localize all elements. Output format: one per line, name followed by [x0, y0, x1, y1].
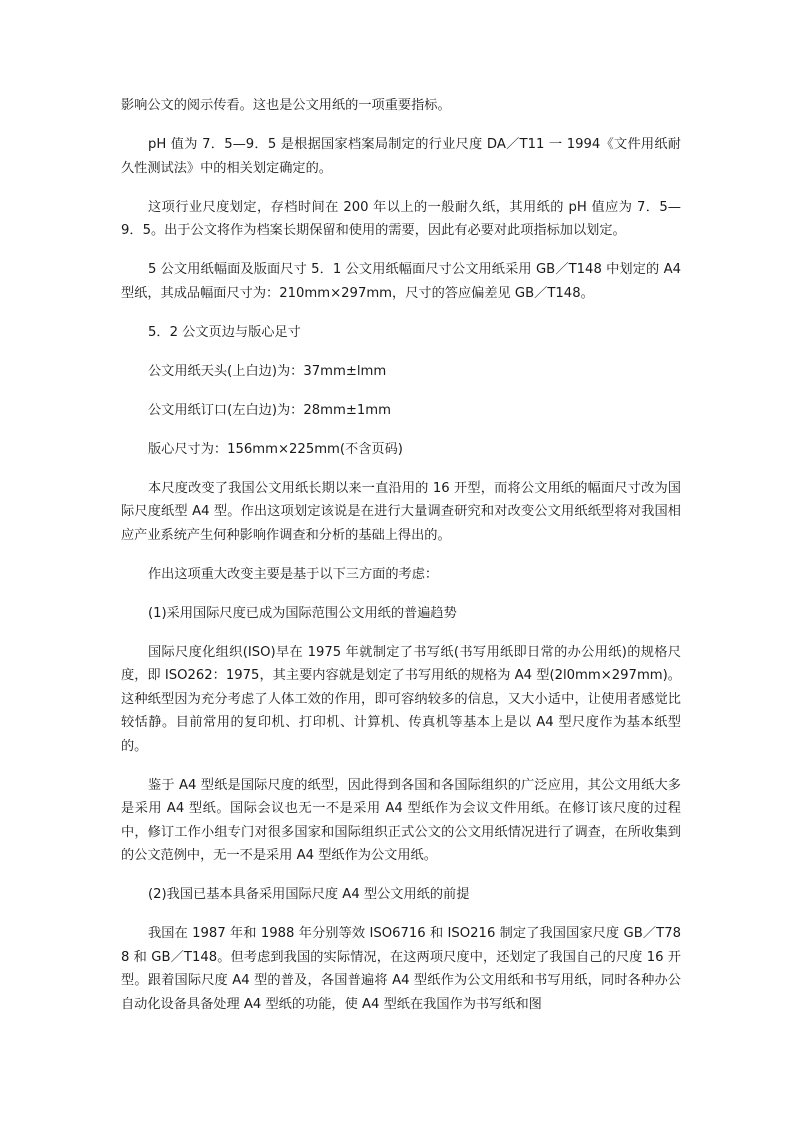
paragraph: 版心尺寸为：156mm×225mm(不含页码): [148, 441, 403, 457]
list-heading: (2)我国已基本具备采用国际尺度 A4 型公文用纸的前提: [148, 887, 470, 902]
section-heading: 5．2 公文页边与版心足寸: [148, 324, 301, 340]
document-body: [121, 94, 681, 1032]
paragraph: 这项行业尺度划定，存档时间在 200 年以上的一般耐久纸，其用纸的 pH 值应为 7．5—9．5。出于公文将作为档案长期保留和使用的需要，因此有必要对此项指标加以划定。: [121, 199, 681, 238]
list-heading: (1)采用国际尺度已成为国际范围公文用纸的普遍趋势: [148, 605, 457, 621]
paragraph: pH 值为 7．5—9．5 是根据国家档案局制定的行业尺度 DA／T11 一 1994《文件用纸耐久性测试法》中的相关划定确定的。: [121, 137, 681, 176]
paragraph: 国际尺度化组织(ISO)早在 1975 年就制定了书写纸(书写用纸即日常的办公用纸)的规格尺度，即 ISO262：1975，其主要内容就是划定了书写用纸的规格为 A4 型(2l0mm×297mm)。这种纸型因为充分考虑了人体工效的作用，即可容纳较多的信息，又大小适中，让使用者感觉比较恬静。目前常用的复印机、打印机、计算机、传真机等基本上是以 A4 型尺度作为基本纸型的。: [121, 644, 681, 754]
paragraph: 鉴于 A4 型纸是国际尺度的纸型，因此得到各国和各国际组织的广泛应用，其公文用纸大多是采用 A4 型纸。国际会议也无一不是采用 A4 型纸作为会议文件用纸。在修订该尺度的过程中，修订工作小组专门对很多国家和国际组织正式公文的公文用纸情况进行了调查，在所收集到的公文范例中，无一不是采用 A4 型纸作为公文用纸。: [121, 777, 681, 863]
paragraph: 影响公文的阅示传看。这也是公文用纸的一项重要指标。: [121, 98, 451, 113]
paragraph: 我国在 1987 年和 1988 年分别等效 ISO6716 和 ISO216 制定了我国国家尺度 GB／T788 和 GB／T148。但考虑到我国的实际情况，在这两项尺度中，还划定了我国自己的尺度 16 开型。跟着国际尺度 A4 型的普及，各国普遍将 A4 型纸作为公文用纸和书写用纸，同时各种办公自动化设备具备处理 A4 型纸的功能，使 A4 型纸在我国作为书写纸和图: [121, 926, 681, 1012]
paragraph: 5 公文用纸幅面及版面尺寸 5．1 公文用纸幅面尺寸公文用纸采用 GB／T148 中划定的 A4 型纸，其成品幅面尺寸为：210mm×297mm，尺寸的答应偏差见 GB／T148。: [121, 262, 681, 301]
paragraph: 公文用纸订口(左白边)为：28mm±1mm: [148, 402, 391, 418]
paragraph: 本尺度改变了我国公文用纸长期以来一直沿用的 16 开型，而将公文用纸的幅面尺寸改为国际尺度纸型 A4 型。作出这项划定该说是在进行大量调查研究和对改变公文用纸纸型将对我国相应产业系统产生何种影响作调查和分析的基础上得出的。: [121, 480, 681, 543]
paragraph: 作出这项重大改变主要是基于以下三方面的考虑：: [148, 566, 439, 582]
paragraph: 公文用纸天头(上白边)为：37mm±lmm: [148, 363, 387, 379]
